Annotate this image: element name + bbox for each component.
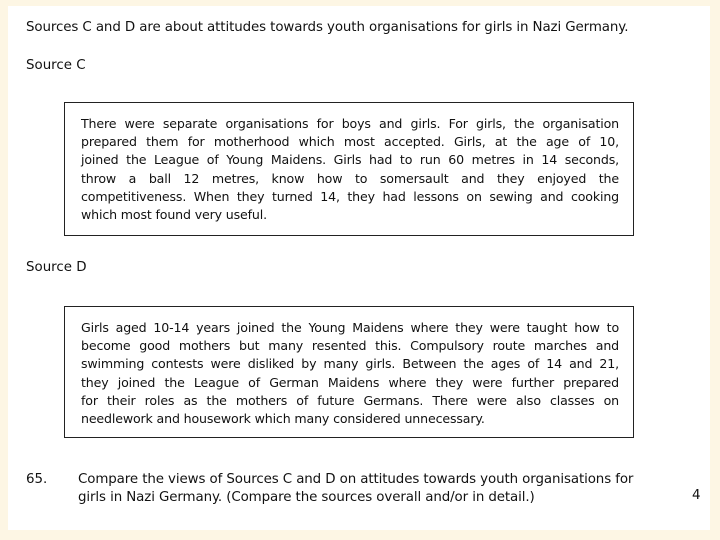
source-d-box <box>64 306 634 438</box>
source-c-line: throw a ball 12 metres, know how to somersault and they enjoyed the <box>81 170 619 186</box>
source-d-label: Source D <box>26 260 87 275</box>
intro-text: Sources C and D are about attitudes towards youth organisations for girls in Nazi Germany. <box>26 20 629 35</box>
source-c-line: prepared them for motherhood which most accepted. Girls, at the age of 10, <box>81 134 619 150</box>
source-c-line: which most found very useful. <box>81 207 267 223</box>
question-line: girls in Nazi Germany. (Compare the sources overall and/or in detail.) <box>78 490 535 505</box>
source-c-line: competitiveness. When they turned 14, they had lessons on sewing and cooking <box>81 188 619 204</box>
question-number: 65. <box>26 472 48 487</box>
source-d-line: become good mothers but many resented this. Compulsory route marches and <box>81 338 619 354</box>
source-c-label: Source C <box>26 58 86 73</box>
question-marks: 4 <box>692 488 701 503</box>
source-c-box <box>64 102 634 236</box>
source-d-line: swimming contests were disliked by many girls. Between the ages of 14 and 21, <box>81 356 619 372</box>
source-d-line: Girls aged 10-14 years joined the Young Maidens where they were taught how to <box>81 320 619 335</box>
source-c-line: joined the League of Young Maidens. Girls had to run 60 metres in 14 seconds, <box>81 152 619 168</box>
source-c-line: There were separate organisations for boys and girls. For girls, the organisation <box>81 116 619 131</box>
exam-page <box>8 6 710 530</box>
source-d-line: they joined the League of German Maidens where they were further prepared <box>81 374 619 390</box>
source-d-line: for their roles as the mothers of future Germans. There were also classes on <box>81 392 619 408</box>
source-d-line: needlework and housework which many considered unnecessary. <box>81 411 485 427</box>
question-line: Compare the views of Sources C and D on attitudes towards youth organisations for <box>78 472 634 487</box>
